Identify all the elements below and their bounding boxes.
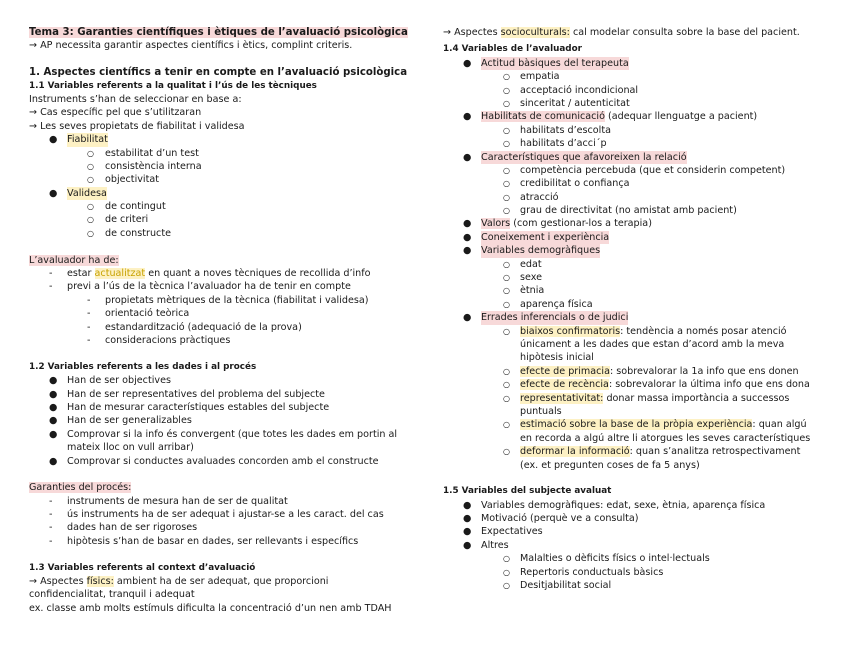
list-item: ● Han de ser objectives	[49, 375, 171, 387]
list-item: ○ biaixos confirmatoris: tendència a només posar atenció	[503, 325, 787, 337]
list-item: ● Característiques que afavoreixen la relació	[463, 151, 687, 163]
list-item: ○ de constructe	[87, 227, 171, 239]
list-item: ○ atracció	[503, 191, 559, 203]
list-item: - hipòtesis s’han de basar en dades, ser rellevants i específics	[49, 535, 359, 547]
document-title: Tema 3: Garanties científiques i ètiques de l’avaluació psicològica	[29, 27, 408, 38]
list-item: ○ credibilitat o confiança	[503, 178, 630, 190]
right-column	[443, 26, 823, 592]
list-item: ● Expectatives	[463, 526, 543, 538]
list-item-continuation: en recorda a algú altre li atorgues les seves característiques	[520, 432, 811, 444]
list-item-continuation: mateix lloc on vull arribar)	[67, 442, 194, 454]
list-item: ● Actitud bàsiques del terapeuta	[463, 57, 629, 69]
left-column	[29, 26, 419, 615]
list-item: ● Comprovar si conductes avaluades concorden amb el constructe	[49, 455, 379, 467]
text-line: → Aspectes físics: ambient ha de ser adequat, que proporcioni	[29, 576, 329, 588]
section-1-2-heading: 1.2 Variables referents a les dades i al procés	[29, 361, 257, 372]
text-line: → Les seves propietats de fiabilitat i validesa	[29, 120, 245, 132]
list-item: ○ de contingut	[87, 201, 166, 213]
list-item: ○ sinceritat / autenticitat	[503, 97, 630, 109]
list-item: ● Han de ser representatives del problema del subjecte	[49, 388, 325, 400]
list-item: ○ aparença física	[503, 298, 593, 310]
list-item: ● Motivació (perquè ve a consulta)	[463, 513, 639, 525]
list-item: ○ efecte de primacia: sobrevalorar la 1a info que ens donen	[503, 365, 799, 377]
garanties-heading: Garanties del procés:	[29, 482, 132, 494]
list-item: ○ de criteri	[87, 214, 149, 226]
list-item: ● Han de ser generalizables	[49, 415, 192, 427]
intro-line: → AP necessita garantir aspectes científics i ètics, complint criteris.	[29, 40, 353, 52]
list-item: - orientació teòrica	[87, 308, 190, 320]
list-item: ○ estimació sobre la base de la pròpia experiència: quan algú	[503, 419, 807, 431]
list-item: ● Altres	[463, 539, 509, 551]
list-item: ○ sexe	[503, 272, 543, 284]
list-item-continuation: únicament a les dades que estan d’acord amb la meva	[520, 338, 785, 350]
section-1-3-heading: 1.3 Variables referents al context d’avaluació	[29, 562, 256, 573]
list-item: ○ empatia	[503, 71, 560, 83]
list-item: - estar actualitzat en quant a noves tècniques de recollida d’info	[49, 268, 371, 280]
list-item: ○ objectivitat	[87, 174, 159, 186]
list-item: - previ a l’ús de la tècnica l’avaluador ha de tenir en compte	[49, 281, 351, 293]
list-item-continuation: hipòtesis inicial	[520, 352, 594, 364]
list-item: ○ habilitats d’acci´p	[503, 138, 607, 150]
list-item-validesa: ● Validesa	[49, 187, 107, 199]
list-item: ○ Malalties o dèficits físics o intel·lectuals	[503, 553, 710, 565]
list-item: - dades han de ser rigoroses	[49, 522, 198, 534]
list-item: ● Valors (com gestionar-los a terapia)	[463, 218, 652, 230]
list-item: ○ edat	[503, 258, 542, 270]
list-item: ● Han de mesurar característiques estables del subjecte	[49, 401, 330, 413]
list-item: ● Variables demogràfiques: edat, sexe, ètnia, aparença física	[463, 499, 766, 511]
list-item: ● Errades inferencials o de judici	[463, 312, 629, 324]
list-item: ○ ètnia	[503, 285, 545, 297]
list-item: ○ representativitat: donar massa importància a successos	[503, 392, 790, 404]
list-item: ○ consistència interna	[87, 160, 202, 172]
section-1-4-heading: 1.4 Variables de l’avaluador	[443, 44, 582, 55]
list-item: - ús instruments ha de ser adequat i ajustar-se a les caract. del cas	[49, 509, 384, 521]
text-line: → Aspectes socioculturals: cal modelar consulta sobre la base del pacient.	[443, 27, 800, 38]
section-1-1-heading: 1.1 Variables referents a la qualitat i l’ús de les tècniques	[29, 80, 317, 91]
list-item: ○ Desitjabilitat social	[503, 580, 612, 592]
list-item: ● Coneixement i experiència	[463, 231, 610, 243]
text-line: Instruments s’han de seleccionar en base a:	[29, 93, 242, 105]
list-item: - propietats mètriques de la tècnica (fiabilitat i validesa)	[87, 294, 369, 306]
list-item: ○ efecte de recència: sobrevalorar la última info que ens dona	[503, 379, 810, 391]
list-item: ○ deformar la informació: quan s’analitza retrospectivament	[503, 446, 801, 458]
list-item: ○ estabilitat d’un test	[87, 147, 199, 159]
avaluador-heading: L’avaluador ha de:	[29, 254, 119, 266]
list-item: ○ grau de directivitat (no amistat amb pacient)	[503, 205, 737, 217]
list-item: ● Habilitats de comunicació (adequar llenguatge a pacient)	[463, 111, 758, 123]
list-item: - instruments de mesura han de ser de qualitat	[49, 495, 288, 507]
text-line: ex. classe amb molts estímuls dificulta la concentració d’un nen amb TDAH	[29, 602, 392, 614]
list-item: - consideracions pràctiques	[87, 334, 231, 346]
text-line: → Cas específic pel que s’utilitzaran	[29, 107, 202, 119]
list-item: ○ habilitats d’escolta	[503, 124, 611, 136]
list-item: ● Variables demogràfiques	[463, 245, 601, 257]
list-item-continuation: (ex. et pregunten coses de fa 5 anys)	[520, 459, 700, 471]
list-item: ○ acceptació incondicional	[503, 84, 639, 96]
text-line: confidencialitat, tranquil i adequat	[29, 589, 195, 601]
section-1-5-heading: 1.5 Variables del subjecte avaluat	[443, 486, 612, 497]
list-item-continuation: puntuals	[520, 405, 562, 417]
list-item: ○ competència percebuda (que et considerin competent)	[503, 164, 786, 176]
list-item: ○ Repertoris conductuals bàsics	[503, 566, 664, 578]
list-item: - estandardització (adequació de la prova)	[87, 321, 302, 333]
list-item: ● Comprovar si la info és convergent (que totes les dades em portin al	[49, 428, 398, 440]
list-item-fiabilitat: ● Fiabilitat	[49, 134, 108, 146]
section-1-heading: 1. Aspectes científics a tenir en compte en l’avaluació psicològica	[29, 67, 408, 79]
